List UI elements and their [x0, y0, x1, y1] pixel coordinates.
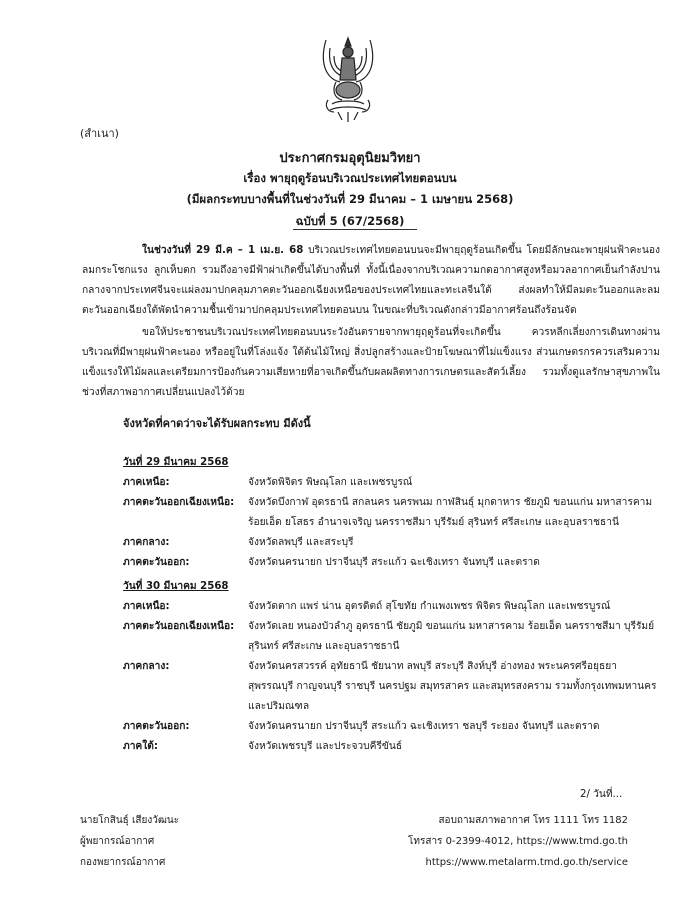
- region-row-north: [123, 597, 663, 617]
- contact-phone: สอบถามสภาพอากาศ โทร 1111 โทร 1182: [438, 815, 628, 826]
- region-row-central: [123, 657, 663, 717]
- region-row-south: [123, 737, 663, 757]
- region-provinces: จังหวัดพิจิตร พิษณุโลก และเพชรบูรณ์: [248, 477, 413, 488]
- region-row-east: [123, 717, 663, 737]
- region-row-northeast: [123, 493, 663, 533]
- contact-block: [408, 810, 628, 873]
- region-label: ภาคกลาง:: [123, 537, 170, 548]
- paragraph-forecast: [82, 241, 660, 321]
- contact-fax-website[interactable]: โทรสาร 0-2399-4012, https://www.tmd.go.th: [408, 836, 628, 847]
- region-provinces: จังหวัดบึงกาฬ อุดรธานี สกลนคร นครพนม กาฬสินธุ์ มุกดาหาร ชัยภูมิ ขอนแก่น มหาสารคาม ร้อยเอ็ด ยโสธร อำนาจเจริญ นครราชสีมา บุรีรัมย์ สุรินทร์ ศรีสะเกษ และอุบลราชธานี: [248, 497, 653, 528]
- day-block-29-march: [123, 452, 663, 573]
- region-label: ภาคเหนือ:: [123, 601, 170, 612]
- region-row-central: [123, 533, 663, 553]
- title-separator: [293, 229, 417, 230]
- region-row-north: [123, 473, 663, 493]
- day-block-30-march: [123, 576, 663, 757]
- paragraph-advice: [82, 323, 660, 403]
- day-title: วันที่ 30 มีนาคม 2568: [123, 581, 229, 592]
- next-page-marker: 2/ วันที่...: [580, 789, 623, 800]
- forecast-text: บริเวณประเทศไทยตอนบนจะมีพายุฤดูร้อนเกิดขึ้น โดยมีลักษณะพายุฝนฟ้าคะนอง ลมกระโชกแรง ลูกเห็บตก รวมถึงอาจมีฟ้าผ่าเกิดขึ้นได้บางพื้นที่ ทั้งนี้เนื่องจากบริเวณความกดอากาศสูงหรือมวลอากาศเย็นกำลังปานกลางจากประเทศจีนจะแผ่ลงมาปกคลุมภาคตะวันออกเฉียงเหนือของประเทศไทยและทะเลจีนใต้ ส่งผลทำให้มีลมตะวันออกและลมตะวันออกเฉียงใต้พัดนำความชื้นเข้ามาปกคลุมประเทศไทยตอนบน ในขณะที่บริเวณดังกล่าวมีอากาศร้อนถึงร้อนจัด: [82, 245, 660, 316]
- region-label: ภาคกลาง:: [123, 661, 170, 672]
- effect-period: (มีผลกระทบบางพื้นที่ในช่วงวันที่ 29 มีนาคม – 1 เมษายน 2568): [186, 192, 514, 206]
- region-provinces: จังหวัดลพบุรี และสระบุรี: [248, 537, 354, 548]
- region-provinces: จังหวัดตาก แพร่ น่าน อุตรดิตถ์ สุโขทัย กำแพงเพชร พิจิตร พิษณุโลก และเพชรบูรณ์: [248, 601, 611, 612]
- region-provinces: จังหวัดเลย หนองบัวลำภู อุดรธานี ชัยภูมิ ขอนแก่น มหาสารคาม ร้อยเอ็ด นครราชสีมา บุรีรัมย์ สุรินทร์ ศรีสะเกษ และอุบลราชธานี: [248, 621, 655, 652]
- signer-role: ผู้พยากรณ์อากาศ: [80, 836, 155, 847]
- region-label: ภาคตะวันออกเฉียงเหนือ:: [123, 497, 235, 508]
- contact-service-link[interactable]: https://www.metalarm.tmd.go.th/service: [425, 857, 628, 868]
- region-label: ภาคเหนือ:: [123, 477, 170, 488]
- region-row-northeast: [123, 617, 663, 657]
- region-label: ภาคตะวันออกเฉียงเหนือ:: [123, 621, 235, 632]
- region-label: ภาคตะวันออก:: [123, 557, 190, 568]
- document-title: ประกาศกรมอุตุนิยมวิทยา: [279, 151, 421, 166]
- copy-mark: (สำเนา): [80, 127, 119, 140]
- forecast-period: ในช่วงวันที่ 29 มี.ค – 1 เม.ย. 68: [142, 245, 304, 256]
- region-provinces: จังหวัดนครนายก ปราจีนบุรี สระแก้ว ฉะเชิงเทรา ชลบุรี ระยอง จันทบุรี และตราด: [248, 721, 600, 732]
- signature-block: [80, 810, 179, 873]
- signer-division: กองพยากรณ์อากาศ: [80, 857, 166, 868]
- region-provinces: จังหวัดเพชรบุรี และประจวบคีรีขันธ์: [248, 741, 403, 752]
- issue-number: ฉบับที่ 5 (67/2568): [295, 214, 405, 228]
- affected-provinces-heading: จังหวัดที่คาดว่าจะได้รับผลกระทบ มีดังนี้: [123, 417, 311, 430]
- signer-name: นายโกสินธุ์ เสียงวัฒนะ: [80, 815, 180, 826]
- advice-text: ขอให้ประชาชนบริเวณประเทศไทยตอนบนระวังอันตรายจากพายุฤดูร้อนที่จะเกิดขึ้น ควรหลีกเลี่ยงการเดินทางผ่านบริเวณที่มีพายุฝนฟ้าคะนอง หรืออยู่ในที่โล่งแจ้ง ใต้ต้นไม้ใหญ่ สิ่งปลูกสร้างและป้ายโฆษณาที่ไม่แข็งแรง ส่วนเกษตรกรควรเสริมความแข็งแรงให้ไม้ผลและเตรียมการป้องกันความเสียหายที่อาจเกิดขึ้นกับผลผลิตทางการเกษตรและสัตว์เลี้ยง รวมทั้งดูแลรักษาสุขภาพในช่วงที่สภาพอากาศเปลี่ยนแปลงไว้ด้วย: [82, 327, 660, 398]
- region-label: ภาคใต้:: [123, 741, 158, 752]
- region-provinces: จังหวัดนครสวรรค์ อุทัยธานี ชัยนาท ลพบุรี สระบุรี สิงห์บุรี อ่างทอง พระนครศรีอยุธยา สุพรรณบุรี กาญจนบุรี ราชบุรี นครปฐม สมุทรสาคร และสมุทรสงคราม รวมทั้งกรุงเทพมหานครและปริมณฑล: [248, 661, 657, 712]
- region-label: ภาคตะวันออก:: [123, 721, 190, 732]
- region-row-east: [123, 553, 663, 573]
- garuda-emblem-icon: [318, 30, 378, 125]
- document-subject: เรื่อง พายุฤดูร้อนบริเวณประเทศไทยตอนบน: [243, 171, 457, 185]
- day-title: วันที่ 29 มีนาคม 2568: [123, 457, 229, 468]
- region-provinces: จังหวัดนครนายก ปราจีนบุรี สระแก้ว ฉะเชิงเทรา จันทบุรี และตราด: [248, 557, 540, 568]
